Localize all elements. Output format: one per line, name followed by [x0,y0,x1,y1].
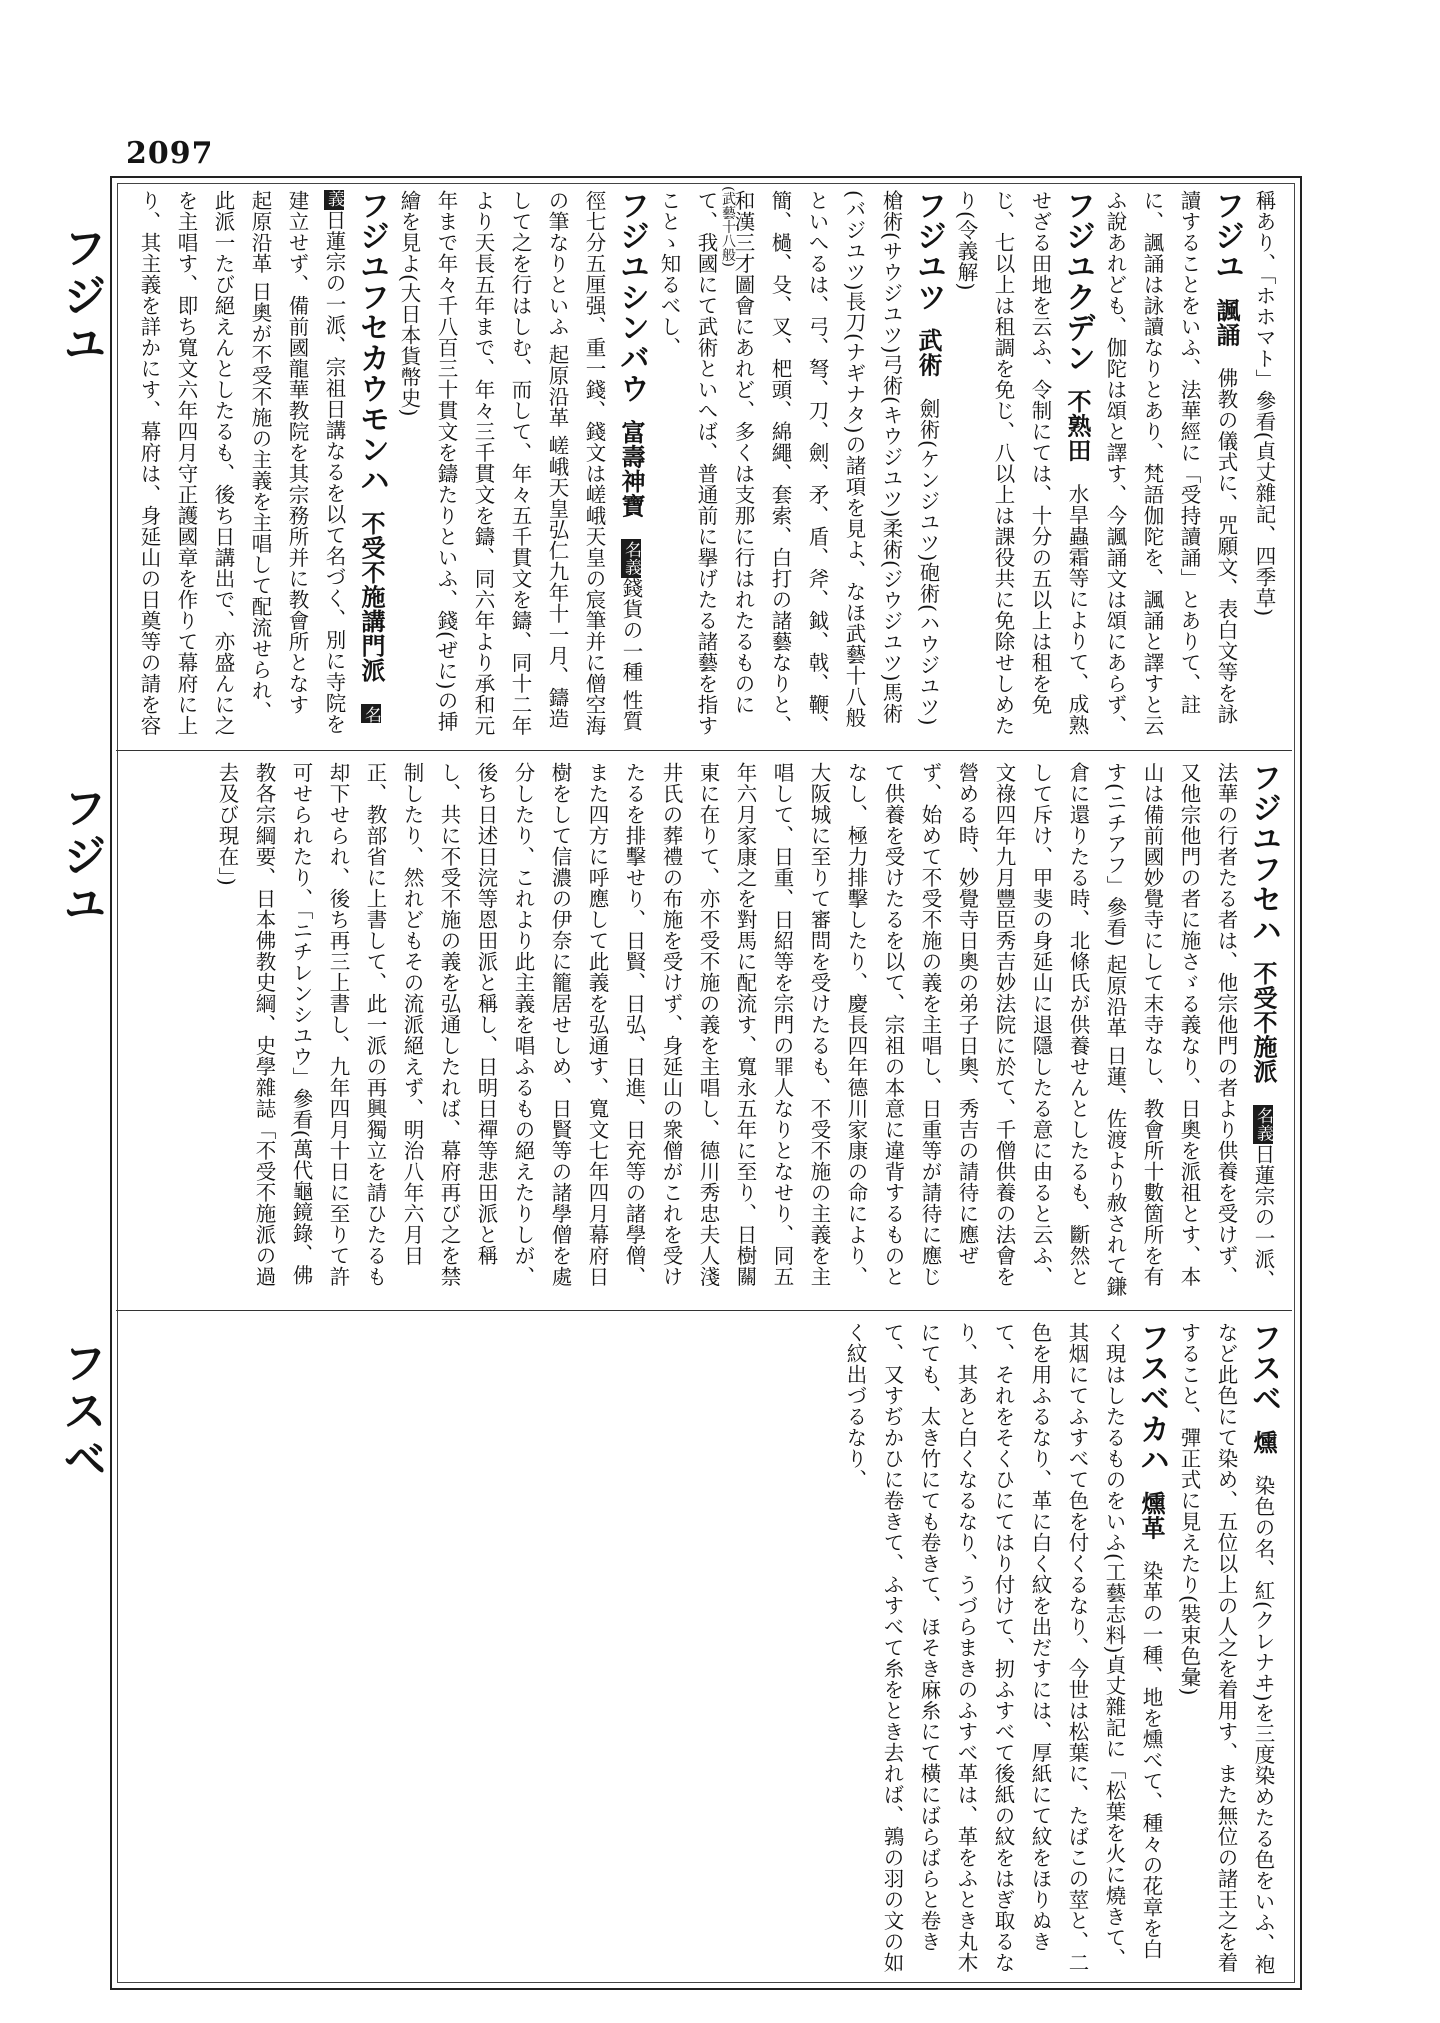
dictionary-entry [954,190,1095,736]
section-tag: (武藝十八般) [720,186,736,267]
entry-body: 染革の一種、地を燻べて、種々の花章を白く現はしたるものをいふ(工藝志料)貞丈雜記に「松葉を火に燒きて、其烟にてふすべて色を付くるなり、今世は松葉に、たばこの莖と、二色を用ふるなり、革に白く紋を出だすには、厚紙にて紋をほりぬきて、それをそくひにてはり付けて、扨ふすべて後紙の紋をはぎ取るなり、其あと白くなるなり、うづらまきのふすべ革は、革をふとき丸木にても、太き竹にても卷きて、ほそき麻糸にて橫にばらばらと卷きて、又すぢかひに卷きて、ふすべて糸をとき去れば、鶉の羽の文の如く紋出づるなり、 [843,1322,1163,1973]
entry-body: 日蓮宗の一派、宗祖日講なるを以て名づく、別に寺院を建立せず、備前國龍華教院を其宗務所并に教會所となす 起原沿革 日奧が不受不施の主義を主唱して配流せられ、此派一たび絕えんとしたるも、後ち日講出で、亦盛んに之を主唱す、即ち寬文六年四月守正護國章を作りて幕府に上り、其主義を詳かにす、幕府は、身延山の日奠等の請を容 [137,190,346,736]
section-divider [116,1310,1292,1311]
entry-body: 日蓮宗の一派、法華の行者たる者は、他宗他門の者より供養を受けず、又他宗他門の者に施さゞる義なり、日奧を派祖とす、本山は備前國妙覺寺にして末寺なし、教會所十數箇所を有す(ニチアフ」參看) 起原沿革 日蓮、佐渡より赦されて鎌倉に還りたる時、北條氏が供養せんとしたるも、斷然として斥け、甲斐の身延山に退隱したる意に由ると云ふ、文祿四年九月豐臣秀吉妙法院に於て、千僧供養の法會を營める時、妙覺寺日奧の弟子日奧、秀吉の請待に應ぜず、始めて不受不施の義を主唱し、日重等が請待に應じて供養を受けたるを以て、宗祖の本意に違背するものとなし、極力排擊したり、慶長四年德川家康の命により、大阪城に至りて審問を受けたるも、不受不施の主義を主唱して、日重、日紹等を宗門の罪人なりとなせり、同五年六月家康之を對馬に配流す、寬永五年に至り、日樹關東に在りて、亦不受不施の義を主唱し、德川秀忠夫人淺井氏の葬禮の布施を受けず、身延山の衆僧がこれを受けたるを排擊せり、日賢、日弘、日進、日充等の諸學僧、また四方に呼應して此義を弘通す、寬文七年四月幕府日樹をして信濃の伊奈に籠居せしめ、日賢等の諸學僧を處分したり、これより此主義を唱ふるもの絕えたりしが、後ち日述日浣等恩田派と稱し、日明日禪等悲田派と稱し、共に不受不施の義を弘通したれば、幕府再び之を禁制したり、然れどもその流派絕えず、明治八年六月日正、教部省に上書して、此一派の再興獨立を請ひたるも却下せられ、後ち再三上書し、九年四月十日に至りて許可せられたり、「ニチレンシユウ」參看(萬代龜鏡錄、佛教各宗綱要、日本佛教史綱、史學雜誌「不受不施派の過去及び現在」) [215,762,1275,1298]
entry-kanji: 諷誦 [1212,297,1241,347]
entry-headword: フジユフセハ [1246,762,1281,945]
margin-headword: フジユ [55,785,106,929]
dictionary-entry [215,762,1281,1298]
dictionary-entry [132,190,389,736]
entry-kanji: 不受不施講門派 [357,511,386,683]
entry-kanji: 不熟田 [1063,389,1092,463]
dictionary-entry [397,190,649,736]
dictionary-section-bottom [132,1322,1282,1976]
page-number: 2097 [126,136,214,171]
entry-headword: フジユシンバウ [614,190,649,404]
entry-label-badge: 名義 [324,190,381,723]
margin-headword: フジユ [55,225,106,369]
entry-headword: フジユ [1209,190,1244,282]
entry-headword: フジユクデン [1060,190,1095,373]
entry-headword: フスベ [1246,1322,1281,1414]
section-divider [116,750,1292,751]
entry-body: 染色の名、紅(クレナヰ)を三度染めたる色をいふ、袍など此色にて染め、五位以上の人之を着用す、また無位の諸王之を着すること、彈正式に見えたり(裝束色彙) [1177,1322,1275,1975]
dictionary-section-middle [132,762,1282,1298]
dictionary-entry [843,1322,1169,1973]
entry-headword: フジユフセカウモンハ [354,190,389,495]
entry-body: 佛教の儀式に、咒願文、表白文等を詠讀することをいふ、法華經に「受持讀誦」とありて、註に、諷誦は詠讀なりとあり、梵語伽陀を、諷誦と譯すと云ふ說あれども、伽陀は頌と譯す、今諷誦文は頌にあらず、 [1103,190,1238,736]
entry-kanji: 富壽神寶 [617,419,646,518]
dictionary-section-top [132,190,1282,738]
entry-headword: フジユツ [911,190,946,312]
entry-body: 錢貨の一種 性質 徑七分五厘强、重一錢、錢文は嵯峨天皇の宸筆并に僧空海の筆なりといふ 起原沿革 嵯峨天皇弘仁九年十一月、鑄造して之を行はしむ、而して、年々五千貫文を鑄、同十二年より天長五年まで、年々三千貫文を鑄、同六年より承和元年まで年々千八百三十貫文を鑄たりといふ、錢(ぜに)の挿繪を見よ(大日本貨幣史) [397,190,643,736]
entry-label-badge: 名義 [621,540,641,576]
dictionary-entry [1103,190,1244,736]
entry-kanji: 燻 [1249,1429,1278,1454]
entry-kanji: 燻革 [1137,1490,1166,1540]
entry-kanji: 不受不施派 [1249,961,1278,1084]
entry-label-badge: 名義 [1253,1106,1273,1142]
margin-headword: フスベ [55,1340,106,1484]
entry-body: 水旱蟲霜等によりて、成熟せざる田地を云ふ、令制にては、十分の五以上は租を免じ、七以上は租調を免じ、八以上は課役共に免除せしめたり(令義解) [954,190,1089,736]
entry-body: 稱あり、「ホホマト」參看(貞丈雜記、四季草) [1252,190,1276,617]
dictionary-entry [657,190,946,736]
entry-headword: フスベカハ [1134,1322,1169,1475]
entry-body: 劍術(ケンジユツ)砲術(ハウジユツ)槍術(サウジユツ)弓術(キウジユツ)柔術(ジウジユツ)馬術(バジユツ)長刀(ナギナタ)の諸項を見よ、なほ武藝十八般といへるは、弓、弩、刀、劍、矛、盾、斧、鉞、戟、鞭、簡、檛、殳、叉、杷頭、綿繩、套索、白打の諸藝なりと、和漢三才圖會にあれど、多くは支那に行はれたるものにて、我國にて武術といへば、普通前に擧げたる諸藝を指すことゝ知るべし、 [657,190,940,736]
entry-kanji: 武術 [914,328,943,377]
dictionary-entry [1177,1322,1281,1975]
dictionary-entry [1252,190,1276,617]
